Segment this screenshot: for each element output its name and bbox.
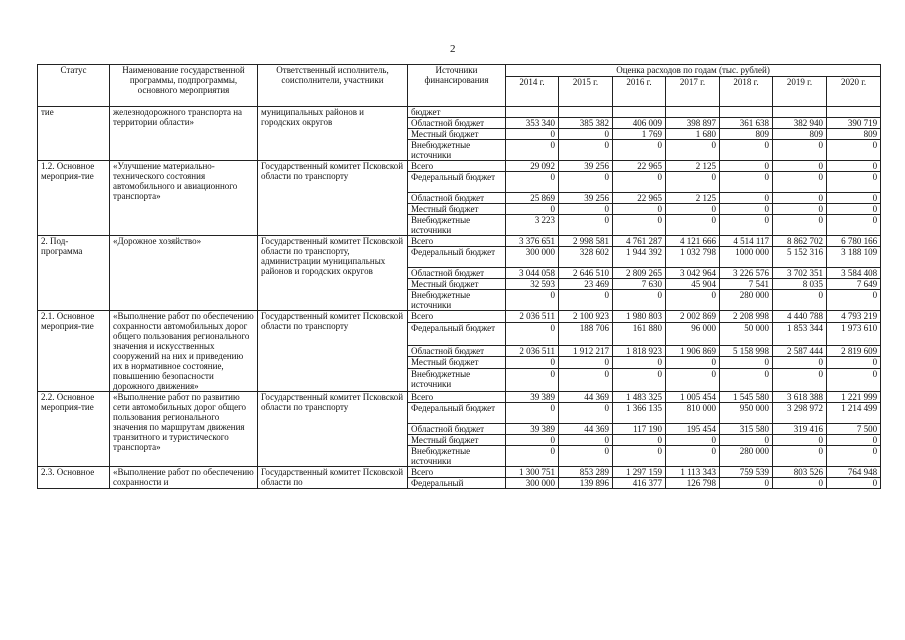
- funding-source: Внебюджетные источники: [408, 140, 506, 161]
- amount-cell: 0: [506, 369, 559, 392]
- amount-cell: 1 214 499: [827, 403, 881, 424]
- table-row: [38, 467, 881, 478]
- amount-cell: 1 366 135: [613, 403, 666, 424]
- amount-cell: 764 948: [827, 467, 881, 478]
- amount-cell: 1 032 798: [666, 247, 720, 268]
- amount-cell: 0: [506, 290, 559, 311]
- amount-cell: 195 454: [666, 424, 720, 435]
- header-year: 2017 г.: [666, 77, 720, 107]
- funding-source: Всего: [408, 392, 506, 403]
- amount-cell: 4 761 287: [613, 236, 666, 247]
- block-name: «Выполнение работ по обеспечению сохранности автомобильных дорог общего пользования регионального значения и искусственных сооружений на них и приведению их в нормативное состояние, повышению безопасности дорожного движения»: [110, 311, 258, 392]
- amount-cell: 0: [506, 129, 559, 140]
- amount-cell: 1 769: [613, 129, 666, 140]
- header-year: 2015 г.: [559, 77, 613, 107]
- amount-cell: 117 190: [613, 424, 666, 435]
- amount-cell: 1 853 344: [773, 322, 827, 345]
- amount-cell: 0: [773, 290, 827, 311]
- amount-cell: 1 912 217: [559, 345, 613, 357]
- amount-cell: 23 469: [559, 279, 613, 290]
- amount-cell: 1 300 751: [506, 467, 559, 478]
- amount-cell: 1000 000: [720, 247, 773, 268]
- amount-cell: 809: [720, 129, 773, 140]
- block-name: «Улучшение материально-технического состояния автомобильного и авиационного транспорта»: [110, 161, 258, 236]
- amount-cell: 280 000: [720, 446, 773, 467]
- amount-cell: 188 706: [559, 322, 613, 345]
- funding-source: Федеральный бюджет: [408, 403, 506, 424]
- amount-cell: 4 514 117: [720, 236, 773, 247]
- amount-cell: 406 009: [613, 118, 666, 129]
- amount-cell: 0: [827, 172, 881, 193]
- amount-cell: 0: [666, 140, 720, 161]
- amount-cell: [720, 107, 773, 118]
- amount-cell: 0: [827, 161, 881, 172]
- amount-cell: 0: [773, 369, 827, 392]
- amount-cell: 0: [559, 446, 613, 467]
- funding-source: Всего: [408, 161, 506, 172]
- amount-cell: 0: [613, 435, 666, 446]
- amount-cell: 0: [773, 204, 827, 215]
- amount-cell: 0: [506, 172, 559, 193]
- amount-cell: [773, 107, 827, 118]
- amount-cell: 3 618 388: [773, 392, 827, 403]
- amount-cell: 3 702 351: [773, 268, 827, 279]
- amount-cell: 0: [720, 204, 773, 215]
- amount-cell: 0: [506, 140, 559, 161]
- amount-cell: 0: [559, 204, 613, 215]
- amount-cell: 161 880: [613, 322, 666, 345]
- funding-source: Местный бюджет: [408, 204, 506, 215]
- funding-source: Областной бюджет: [408, 424, 506, 435]
- block-responsible: Государственный комитет Псковской области по транспорту: [258, 161, 408, 236]
- amount-cell: 8 862 702: [773, 236, 827, 247]
- amount-cell: 0: [613, 290, 666, 311]
- amount-cell: 0: [720, 140, 773, 161]
- amount-cell: 6 780 166: [827, 236, 881, 247]
- amount-cell: 0: [559, 140, 613, 161]
- amount-cell: 2 002 869: [666, 311, 720, 323]
- amount-cell: 0: [666, 290, 720, 311]
- block-status: 1.2. Основное мероприя-тие: [38, 161, 110, 236]
- amount-cell: 300 000: [506, 478, 559, 489]
- amount-cell: 280 000: [720, 290, 773, 311]
- funding-source: Внебюджетные источники: [408, 446, 506, 467]
- block-name: «Выполнение работ по развитию сети автомобильных дорог общего пользования регионального значения по маршрутам движения транзитного и туристического транспорта»: [110, 392, 258, 467]
- amount-cell: 0: [773, 446, 827, 467]
- amount-cell: 0: [773, 435, 827, 446]
- amount-cell: 300 000: [506, 247, 559, 268]
- amount-cell: 0: [666, 369, 720, 392]
- amount-cell: 0: [506, 357, 559, 369]
- amount-cell: 96 000: [666, 322, 720, 345]
- amount-cell: 0: [506, 435, 559, 446]
- funding-source: Местный бюджет: [408, 357, 506, 369]
- amount-cell: 0: [613, 204, 666, 215]
- header-year: 2016 г.: [613, 77, 666, 107]
- amount-cell: 759 539: [720, 467, 773, 478]
- amount-cell: 3 298 972: [773, 403, 827, 424]
- amount-cell: 126 798: [666, 478, 720, 489]
- amount-cell: 0: [666, 204, 720, 215]
- amount-cell: 44 369: [559, 424, 613, 435]
- block-responsible: Государственный комитет Псковской области по транспорту: [258, 311, 408, 392]
- amount-cell: 809: [827, 129, 881, 140]
- amount-cell: 0: [613, 172, 666, 193]
- amount-cell: 0: [559, 435, 613, 446]
- amount-cell: 0: [773, 172, 827, 193]
- block-status: 2.1. Основное мероприя-тие: [38, 311, 110, 392]
- amount-cell: 0: [773, 193, 827, 204]
- amount-cell: 3 223: [506, 215, 559, 236]
- block-responsible: муниципальных районов и городских округов: [258, 107, 408, 161]
- amount-cell: 7 649: [827, 279, 881, 290]
- amount-cell: 3 044 058: [506, 268, 559, 279]
- amount-cell: 2 036 511: [506, 345, 559, 357]
- amount-cell: [613, 107, 666, 118]
- amount-cell: 2 125: [666, 193, 720, 204]
- block-name: железнодорожного транспорта на территории области»: [110, 107, 258, 161]
- amount-cell: 416 377: [613, 478, 666, 489]
- funding-source: Федеральный бюджет: [408, 172, 506, 193]
- table-row: [38, 236, 881, 247]
- amount-cell: 4 121 666: [666, 236, 720, 247]
- amount-cell: 0: [559, 215, 613, 236]
- amount-cell: 950 000: [720, 403, 773, 424]
- amount-cell: 25 869: [506, 193, 559, 204]
- amount-cell: 3 042 964: [666, 268, 720, 279]
- page-number: 2: [450, 43, 456, 55]
- funding-source: Внебюджетные источники: [408, 215, 506, 236]
- amount-cell: 0: [720, 369, 773, 392]
- funding-source: Всего: [408, 467, 506, 478]
- amount-cell: 1 980 803: [613, 311, 666, 323]
- amount-cell: 0: [506, 403, 559, 424]
- amount-cell: 0: [827, 215, 881, 236]
- amount-cell: 0: [559, 172, 613, 193]
- amount-cell: 0: [720, 193, 773, 204]
- amount-cell: 0: [666, 357, 720, 369]
- amount-cell: 0: [720, 215, 773, 236]
- amount-cell: 7 500: [827, 424, 881, 435]
- amount-cell: 315 580: [720, 424, 773, 435]
- amount-cell: [827, 107, 881, 118]
- funding-source: Всего: [408, 311, 506, 323]
- amount-cell: 0: [773, 140, 827, 161]
- amount-cell: 2 100 923: [559, 311, 613, 323]
- amount-cell: 0: [773, 357, 827, 369]
- amount-cell: 0: [827, 478, 881, 489]
- amount-cell: 7 541: [720, 279, 773, 290]
- amount-cell: 0: [720, 435, 773, 446]
- amount-cell: 0: [666, 172, 720, 193]
- table-row: [38, 161, 881, 172]
- amount-cell: 328 602: [559, 247, 613, 268]
- funding-source: Областной бюджет: [408, 268, 506, 279]
- amount-cell: 385 382: [559, 118, 613, 129]
- amount-cell: 2 208 998: [720, 311, 773, 323]
- amount-cell: 5 152 316: [773, 247, 827, 268]
- amount-cell: 1 545 580: [720, 392, 773, 403]
- header-year: 2019 г.: [773, 77, 827, 107]
- block-name: «Выполнение работ по обеспечению сохранности и: [110, 467, 258, 489]
- funding-source: Местный бюджет: [408, 279, 506, 290]
- amount-cell: 39 256: [559, 193, 613, 204]
- amount-cell: 0: [559, 369, 613, 392]
- amount-cell: 319 416: [773, 424, 827, 435]
- funding-source: Федеральный бюджет: [408, 322, 506, 345]
- amount-cell: 3 376 651: [506, 236, 559, 247]
- amount-cell: 1 221 999: [827, 392, 881, 403]
- financing-table: [37, 64, 881, 489]
- amount-cell: 2 125: [666, 161, 720, 172]
- block-status: 2.2. Основное мероприя-тие: [38, 392, 110, 467]
- amount-cell: 0: [506, 446, 559, 467]
- amount-cell: 32 593: [506, 279, 559, 290]
- amount-cell: 0: [827, 140, 881, 161]
- amount-cell: 803 526: [773, 467, 827, 478]
- block-responsible: Государственный комитет Псковской области по транспорту, администрации муниципальных районов и городских округов: [258, 236, 408, 311]
- amount-cell: 3 584 408: [827, 268, 881, 279]
- amount-cell: 0: [773, 161, 827, 172]
- amount-cell: 1 113 343: [666, 467, 720, 478]
- amount-cell: 1 005 454: [666, 392, 720, 403]
- amount-cell: 2 998 581: [559, 236, 613, 247]
- amount-cell: 3 188 109: [827, 247, 881, 268]
- funding-source: Внебюджетные источники: [408, 290, 506, 311]
- header-estimate: Оценка расходов по годам (тыс. рублей): [506, 65, 881, 77]
- amount-cell: 0: [666, 435, 720, 446]
- amount-cell: [666, 107, 720, 118]
- funding-source: Местный бюджет: [408, 129, 506, 140]
- amount-cell: 0: [559, 129, 613, 140]
- amount-cell: 1 680: [666, 129, 720, 140]
- amount-cell: 0: [720, 478, 773, 489]
- amount-cell: 353 340: [506, 118, 559, 129]
- amount-cell: 0: [720, 172, 773, 193]
- amount-cell: 39 389: [506, 424, 559, 435]
- block-responsible: Государственный комитет Псковской области по транспорту: [258, 392, 408, 467]
- amount-cell: 0: [773, 215, 827, 236]
- amount-cell: 1 906 869: [666, 345, 720, 357]
- amount-cell: 0: [827, 193, 881, 204]
- funding-source: бюджет: [408, 107, 506, 118]
- amount-cell: 139 896: [559, 478, 613, 489]
- amount-cell: 4 793 219: [827, 311, 881, 323]
- amount-cell: 0: [613, 140, 666, 161]
- amount-cell: 44 369: [559, 392, 613, 403]
- amount-cell: 0: [666, 446, 720, 467]
- block-status: 2.3. Основное: [38, 467, 110, 489]
- header-year: 2014 г.: [506, 77, 559, 107]
- amount-cell: 0: [720, 161, 773, 172]
- amount-cell: 1 944 392: [613, 247, 666, 268]
- amount-cell: 2 809 265: [613, 268, 666, 279]
- amount-cell: 4 440 788: [773, 311, 827, 323]
- amount-cell: 39 389: [506, 392, 559, 403]
- funding-source: Всего: [408, 236, 506, 247]
- block-name: «Дорожное хозяйство»: [110, 236, 258, 311]
- amount-cell: 22 965: [613, 161, 666, 172]
- table-row: [38, 392, 881, 403]
- amount-cell: 2 819 609: [827, 345, 881, 357]
- amount-cell: 0: [827, 290, 881, 311]
- header-sources: Источники финансирования: [408, 65, 506, 107]
- block-status: тие: [38, 107, 110, 161]
- header-year: 2020 г.: [827, 77, 881, 107]
- amount-cell: 809: [773, 129, 827, 140]
- amount-cell: 8 035: [773, 279, 827, 290]
- amount-cell: 45 904: [666, 279, 720, 290]
- funding-source: Местный бюджет: [408, 435, 506, 446]
- amount-cell: 0: [613, 446, 666, 467]
- header-year: 2018 г.: [720, 77, 773, 107]
- amount-cell: 50 000: [720, 322, 773, 345]
- amount-cell: 2 587 444: [773, 345, 827, 357]
- amount-cell: 0: [827, 446, 881, 467]
- amount-cell: 1 818 923: [613, 345, 666, 357]
- funding-source: Внебюджетные источники: [408, 369, 506, 392]
- amount-cell: 361 638: [720, 118, 773, 129]
- amount-cell: 0: [613, 357, 666, 369]
- amount-cell: 398 897: [666, 118, 720, 129]
- amount-cell: 853 289: [559, 467, 613, 478]
- amount-cell: 39 256: [559, 161, 613, 172]
- amount-cell: 1 297 159: [613, 467, 666, 478]
- amount-cell: 0: [506, 322, 559, 345]
- amount-cell: 0: [773, 478, 827, 489]
- amount-cell: 29 092: [506, 161, 559, 172]
- amount-cell: 3 226 576: [720, 268, 773, 279]
- amount-cell: 0: [559, 290, 613, 311]
- table-row: [38, 107, 881, 118]
- amount-cell: 0: [827, 204, 881, 215]
- amount-cell: 390 719: [827, 118, 881, 129]
- amount-cell: 810 000: [666, 403, 720, 424]
- amount-cell: 5 158 998: [720, 345, 773, 357]
- amount-cell: 1 973 610: [827, 322, 881, 345]
- amount-cell: 0: [559, 403, 613, 424]
- amount-cell: 2 036 511: [506, 311, 559, 323]
- amount-cell: 7 630: [613, 279, 666, 290]
- amount-cell: 382 940: [773, 118, 827, 129]
- block-status: 2. Под-программа: [38, 236, 110, 311]
- funding-source: Федеральный: [408, 478, 506, 489]
- header-name: Наименование государственной программы, подпрограммы, основного мероприятия: [110, 65, 258, 107]
- amount-cell: 1 483 325: [613, 392, 666, 403]
- funding-source: Областной бюджет: [408, 345, 506, 357]
- amount-cell: 0: [720, 357, 773, 369]
- funding-source: Областной бюджет: [408, 118, 506, 129]
- amount-cell: 0: [827, 435, 881, 446]
- funding-source: Федеральный бюджет: [408, 247, 506, 268]
- amount-cell: [506, 107, 559, 118]
- amount-cell: 0: [666, 215, 720, 236]
- amount-cell: [559, 107, 613, 118]
- table-row: [38, 311, 881, 323]
- amount-cell: 0: [827, 357, 881, 369]
- amount-cell: 0: [613, 369, 666, 392]
- amount-cell: 22 965: [613, 193, 666, 204]
- amount-cell: 0: [506, 204, 559, 215]
- amount-cell: 0: [559, 357, 613, 369]
- block-responsible: Государственный комитет Псковской области по: [258, 467, 408, 489]
- amount-cell: 0: [613, 215, 666, 236]
- header-responsible: Ответственный исполнитель, соисполнители, участники: [258, 65, 408, 107]
- amount-cell: 2 646 510: [559, 268, 613, 279]
- funding-source: Областной бюджет: [408, 193, 506, 204]
- amount-cell: 0: [827, 369, 881, 392]
- header-status: Статус: [38, 65, 110, 107]
